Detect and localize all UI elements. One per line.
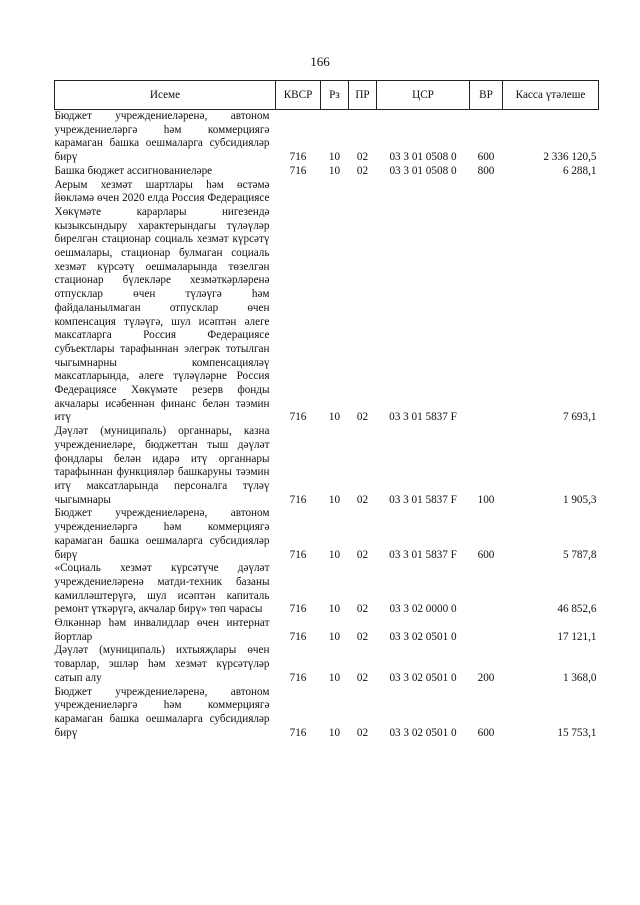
cell-rz: 10 [328, 630, 341, 643]
cell-kvsr: 716 [289, 493, 307, 506]
cell-pr: 02 [356, 726, 369, 739]
cell-sum: 46 852,6 [557, 603, 597, 616]
cell-rz: 10 [328, 548, 341, 561]
cell-name: «Социаль хезмәт күрсәтүче дәүләт учреждениеләренә матди-техник базаны камилләштерүгә, шул исәптән капиталь ремонт үткәрүгә, акчалар бирү» төп чарасы [54, 562, 270, 616]
column-header-kvsr: КВСР [276, 81, 321, 110]
cell-rz: 10 [328, 411, 341, 424]
cell-rz: 10 [328, 671, 341, 684]
cell-csr: 03 3 02 0000 0 [389, 603, 457, 616]
cell-sum: 15 753,1 [557, 726, 597, 739]
cell-sum: 6 288,1 [562, 164, 597, 177]
cell-pr: 02 [356, 603, 369, 616]
cell-name: Башка бюджет ассигнованиеләре [54, 164, 213, 177]
cell-kvsr: 716 [289, 671, 307, 684]
cell-rz: 10 [328, 603, 341, 616]
page-number: 166 [310, 54, 330, 69]
cell-name: Аерым хезмәт шартлары һәм өстәмә йөкләмә өчен 2020 елда Россия Федерациясе Хөкүмәте карарлары нигезендә кызыксындыру характерындагы түләүләр бирелгән стационар социаль хезмәт күрсәтү оешмалары, стационар булмаган социаль хезмәт күрсәтү оешмаларында төзелгән стационар бүлекләре хезмәткәрләренә отпусклар өчен түләүгә һәм файдаланылмаган отпусклар өчен компенсация түләүгә, шул исәптән әлеге максатларга Россия Федерациясе субъектлары тарафыннан элегрәк тотылган чыгымнарны компенсацияләү максатларында, әлеге түләүләрне Россия Федерациясе Хөкүмәте резерв фонды акчалары исәбеннән финанс белән тәэмин итү [54, 178, 270, 424]
table-row [55, 425, 599, 507]
cell-vr: 200 [477, 671, 495, 684]
cell-csr: 03 3 02 0501 0 [389, 630, 457, 643]
column-header-name: Исеме [55, 81, 276, 110]
table-row [55, 617, 599, 644]
cell-kvsr: 716 [289, 164, 307, 177]
table-row [55, 686, 599, 741]
cell-pr: 02 [356, 493, 369, 506]
cell-name: Дәүләт (муниципаль) ихтыяҗлары өчен товарлар, эшләр һәм хезмәт күрсәтүләр сатып алу [54, 644, 270, 684]
cell-csr: 03 3 01 0508 0 [389, 151, 457, 164]
cell-rz: 10 [328, 726, 341, 739]
cell-kvsr: 716 [289, 151, 307, 164]
cell-csr: 03 3 01 5837 F [389, 548, 457, 561]
cell-vr: 600 [477, 151, 495, 164]
cell-vr: 600 [477, 726, 495, 739]
cell-vr: 600 [477, 548, 495, 561]
table-body [55, 110, 599, 741]
cell-vr [470, 617, 503, 644]
table-row [55, 179, 599, 426]
cell-name: Өлкәннәр һәм инвалидлар өчен интернат йортлар [54, 617, 270, 643]
cell-csr: 03 3 02 0501 0 [389, 671, 457, 684]
budget-table [54, 80, 599, 740]
cell-pr: 02 [356, 411, 369, 424]
cell-kvsr: 716 [289, 548, 307, 561]
cell-sum: 5 787,8 [562, 548, 597, 561]
cell-pr: 02 [356, 164, 369, 177]
table-row [55, 644, 599, 685]
cell-sum: 2 336 120,5 [543, 151, 597, 164]
cell-vr: 800 [477, 164, 495, 177]
cell-rz: 10 [328, 164, 341, 177]
cell-vr [470, 562, 503, 617]
column-header-csr: ЦСР [377, 81, 470, 110]
column-header-pr: ПР [349, 81, 377, 110]
cell-name: Бюджет учреждениеләренә, автоном учреждениеләргә һәм коммерциягә карамаган башка оешмаларга субсидияләр бирү [54, 685, 270, 739]
cell-vr [470, 179, 503, 426]
cell-sum: 17 121,1 [557, 630, 597, 643]
cell-sum: 1 368,0 [562, 671, 597, 684]
table-row [55, 562, 599, 617]
cell-kvsr: 716 [289, 603, 307, 616]
cell-name: Дәүләт (муниципаль) органнары, казна учреждениеләре, бюджеттан тыш дәүләт фондлары белән идарә итү органнары тарафыннан функцияләр башкаруны тәэмин итү максатларында персоналга түләү чыгымнары [54, 425, 270, 506]
cell-vr: 100 [477, 493, 495, 506]
cell-csr: 03 3 01 5837 F [389, 411, 457, 424]
table-row [55, 165, 599, 179]
cell-name: Бюджет учреждениеләренә, автоном учреждениеләргә һәм коммерциягә карамаган башка оешмаларга субсидияләр бирү [54, 507, 270, 561]
cell-csr: 03 3 02 0501 0 [389, 726, 457, 739]
cell-pr: 02 [356, 630, 369, 643]
cell-pr: 02 [356, 671, 369, 684]
cell-rz: 10 [328, 493, 341, 506]
cell-sum: 1 905,3 [562, 493, 597, 506]
cell-rz: 10 [328, 151, 341, 164]
table-row [55, 110, 599, 165]
table-row [55, 507, 599, 562]
cell-name: Бюджет учреждениеләренә, автоном учреждениеләргә һәм коммерциягә карамаган башка оешмаларга субсидияләр бирү [54, 110, 270, 164]
cell-pr: 02 [356, 151, 369, 164]
column-header-rz: Рз [321, 81, 349, 110]
cell-kvsr: 716 [289, 726, 307, 739]
cell-kvsr: 716 [289, 630, 307, 643]
cell-kvsr: 716 [289, 411, 307, 424]
cell-csr: 03 3 01 5837 F [389, 493, 457, 506]
column-header-vr: ВР [470, 81, 503, 110]
column-header-sum: Касса үтәлеше [503, 81, 599, 110]
cell-pr: 02 [356, 548, 369, 561]
cell-sum: 7 693,1 [562, 411, 597, 424]
cell-csr: 03 3 01 0508 0 [389, 164, 457, 177]
table-header-row [55, 81, 599, 110]
